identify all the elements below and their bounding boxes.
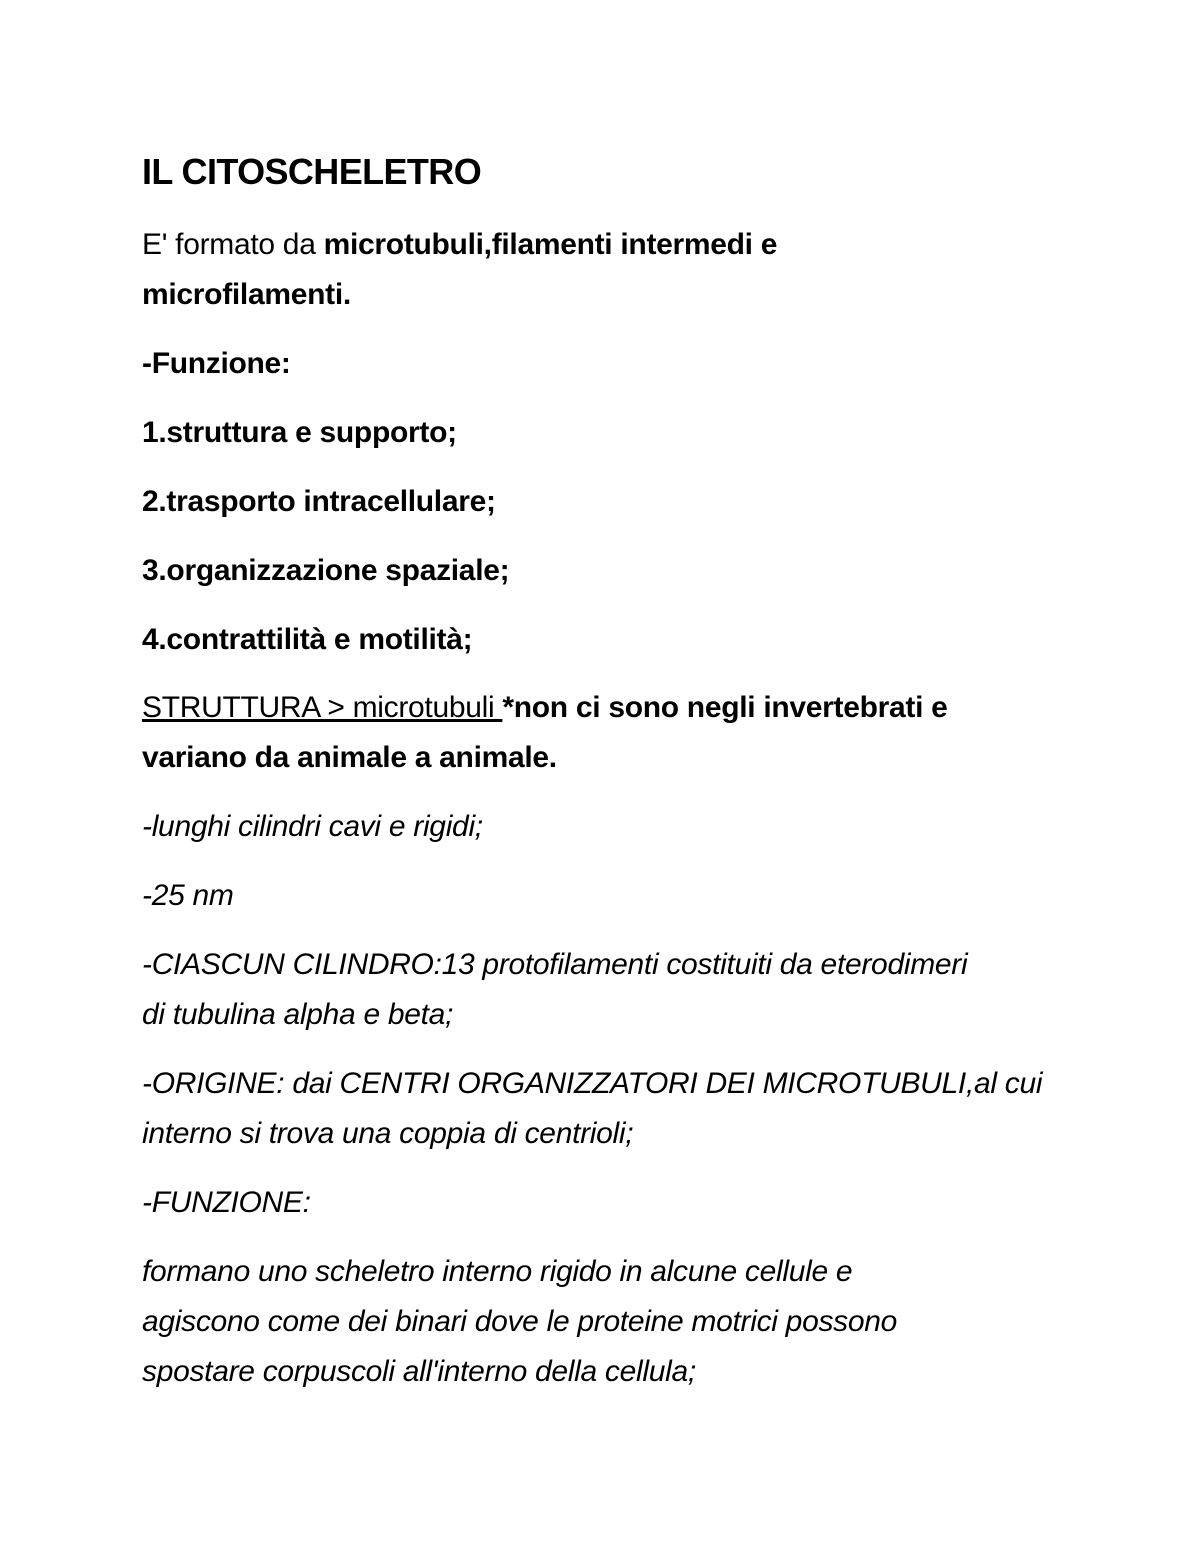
detail-line: interno si trova una coppia di centrioli; (142, 1117, 634, 1150)
struttura-note: *non ci sono negli invertebrati e (502, 691, 948, 724)
detail-line: agiscono come dei binari dove le proteine motrici possono (142, 1305, 898, 1338)
page-title: IL CITOSCHELETRO (142, 151, 482, 192)
struttura-line-2: variano da animale a animale. (142, 741, 557, 774)
intro-prefix: E' formato da (142, 228, 324, 261)
funzione-heading: -Funzione: (142, 347, 291, 380)
detail-line: -FUNZIONE: (142, 1186, 311, 1219)
function-item: 1.struttura e supporto; (142, 416, 457, 449)
detail-line: -CIASCUN CILINDRO:13 protofilamenti costituiti da eterodimeri (142, 948, 968, 981)
function-item: 3.organizzazione spaziale; (142, 554, 510, 587)
detail-line: -lunghi cilindri cavi e rigidi; (142, 810, 483, 843)
intro-bold-components: microtubuli,filamenti intermedi e (323, 228, 778, 261)
function-item: 2.trasporto intracellulare; (142, 485, 496, 518)
intro-line-1 (142, 227, 777, 263)
detail-line: di tubulina alpha e beta; (142, 998, 454, 1031)
function-item: 4.contrattilità e motilità; (142, 623, 473, 656)
struttura-underlined-heading: STRUTTURA > microtubuli (142, 691, 503, 724)
detail-line: -25 nm (142, 879, 234, 912)
struttura-line-1 (142, 690, 948, 726)
intro-line-2: microfilamenti. (142, 278, 351, 311)
detail-line: -ORIGINE: dai CENTRI ORGANIZZATORI DEI MICROTUBULI,al cui (142, 1067, 1043, 1100)
detail-line: formano uno scheletro interno rigido in alcune cellule e (142, 1255, 853, 1288)
detail-line: spostare corpuscoli all'interno della cellula; (142, 1355, 696, 1388)
